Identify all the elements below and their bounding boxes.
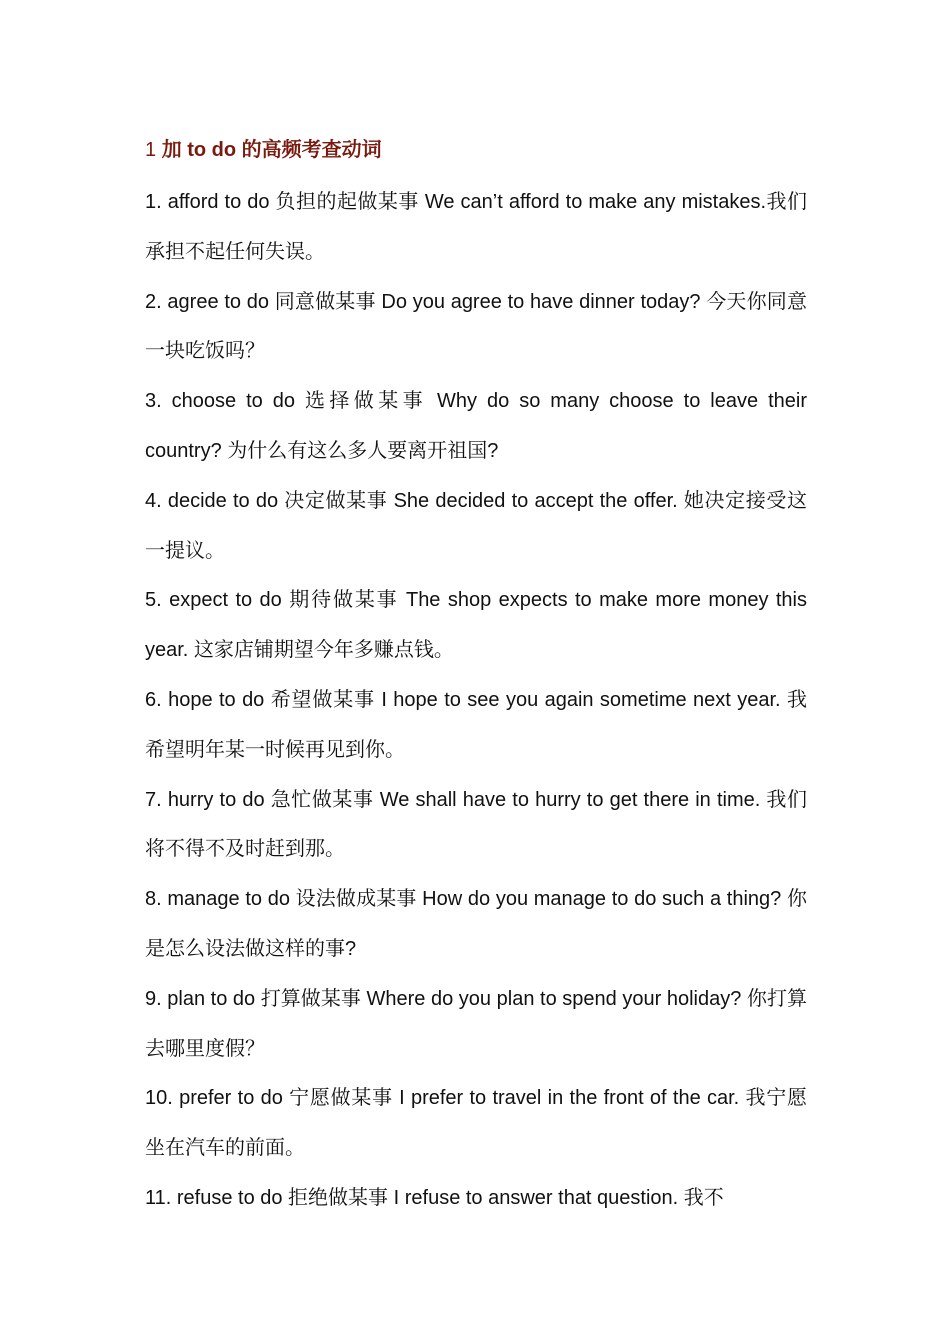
list-item: 4. decide to do 决定做某事 She decided to accept the offer. 她决定接受这一提议。 (145, 489, 807, 562)
list-item: 2. agree to do 同意做某事 Do you agree to have dinner today? 今天你同意一块吃饭吗？ (145, 290, 807, 363)
list-item: 7. hurry to do 急忙做某事 We shall have to hurry to get there in time. 我们将不得不及时赶到那。 (145, 788, 807, 861)
list-item: 6. hope to do 希望做某事 I hope to see you again sometime next year. 我希望明年某一时候再见到你。 (145, 688, 807, 761)
list-item: 11. refuse to do 拒绝做某事 I refuse to answer that question. 我不 (145, 1186, 724, 1209)
list-item: 9. plan to do 打算做某事 Where do you plan to spend your holiday? 你打算去哪里度假？ (145, 987, 807, 1060)
list-item: 5. expect to do 期待做某事 The shop expects to make more money this year. 这家店铺期望今年多赚点钱。 (145, 589, 807, 662)
list-item: 3. choose to do 选择做某事 Why do so many choose to leave their country? 为什么有这么多人要离开祖国? (145, 390, 807, 462)
list-item: 1. afford to do 负担的起做某事 We can’t afford to make any mistakes.我们承担不起任何失误。 (145, 191, 807, 263)
verb-list (145, 178, 807, 1224)
heading-number: 1 (145, 139, 157, 161)
section-heading (145, 136, 807, 164)
heading-title: 加 to do 的高频考查动词 (161, 139, 382, 161)
list-item: 10. prefer to do 宁愿做某事 I prefer to travel in the front of the car. 我宁愿坐在汽车的前面。 (145, 1087, 807, 1160)
list-item: 8. manage to do 设法做成某事 How do you manage to do such a thing? 你是怎么设法做这样的事? (145, 888, 807, 960)
